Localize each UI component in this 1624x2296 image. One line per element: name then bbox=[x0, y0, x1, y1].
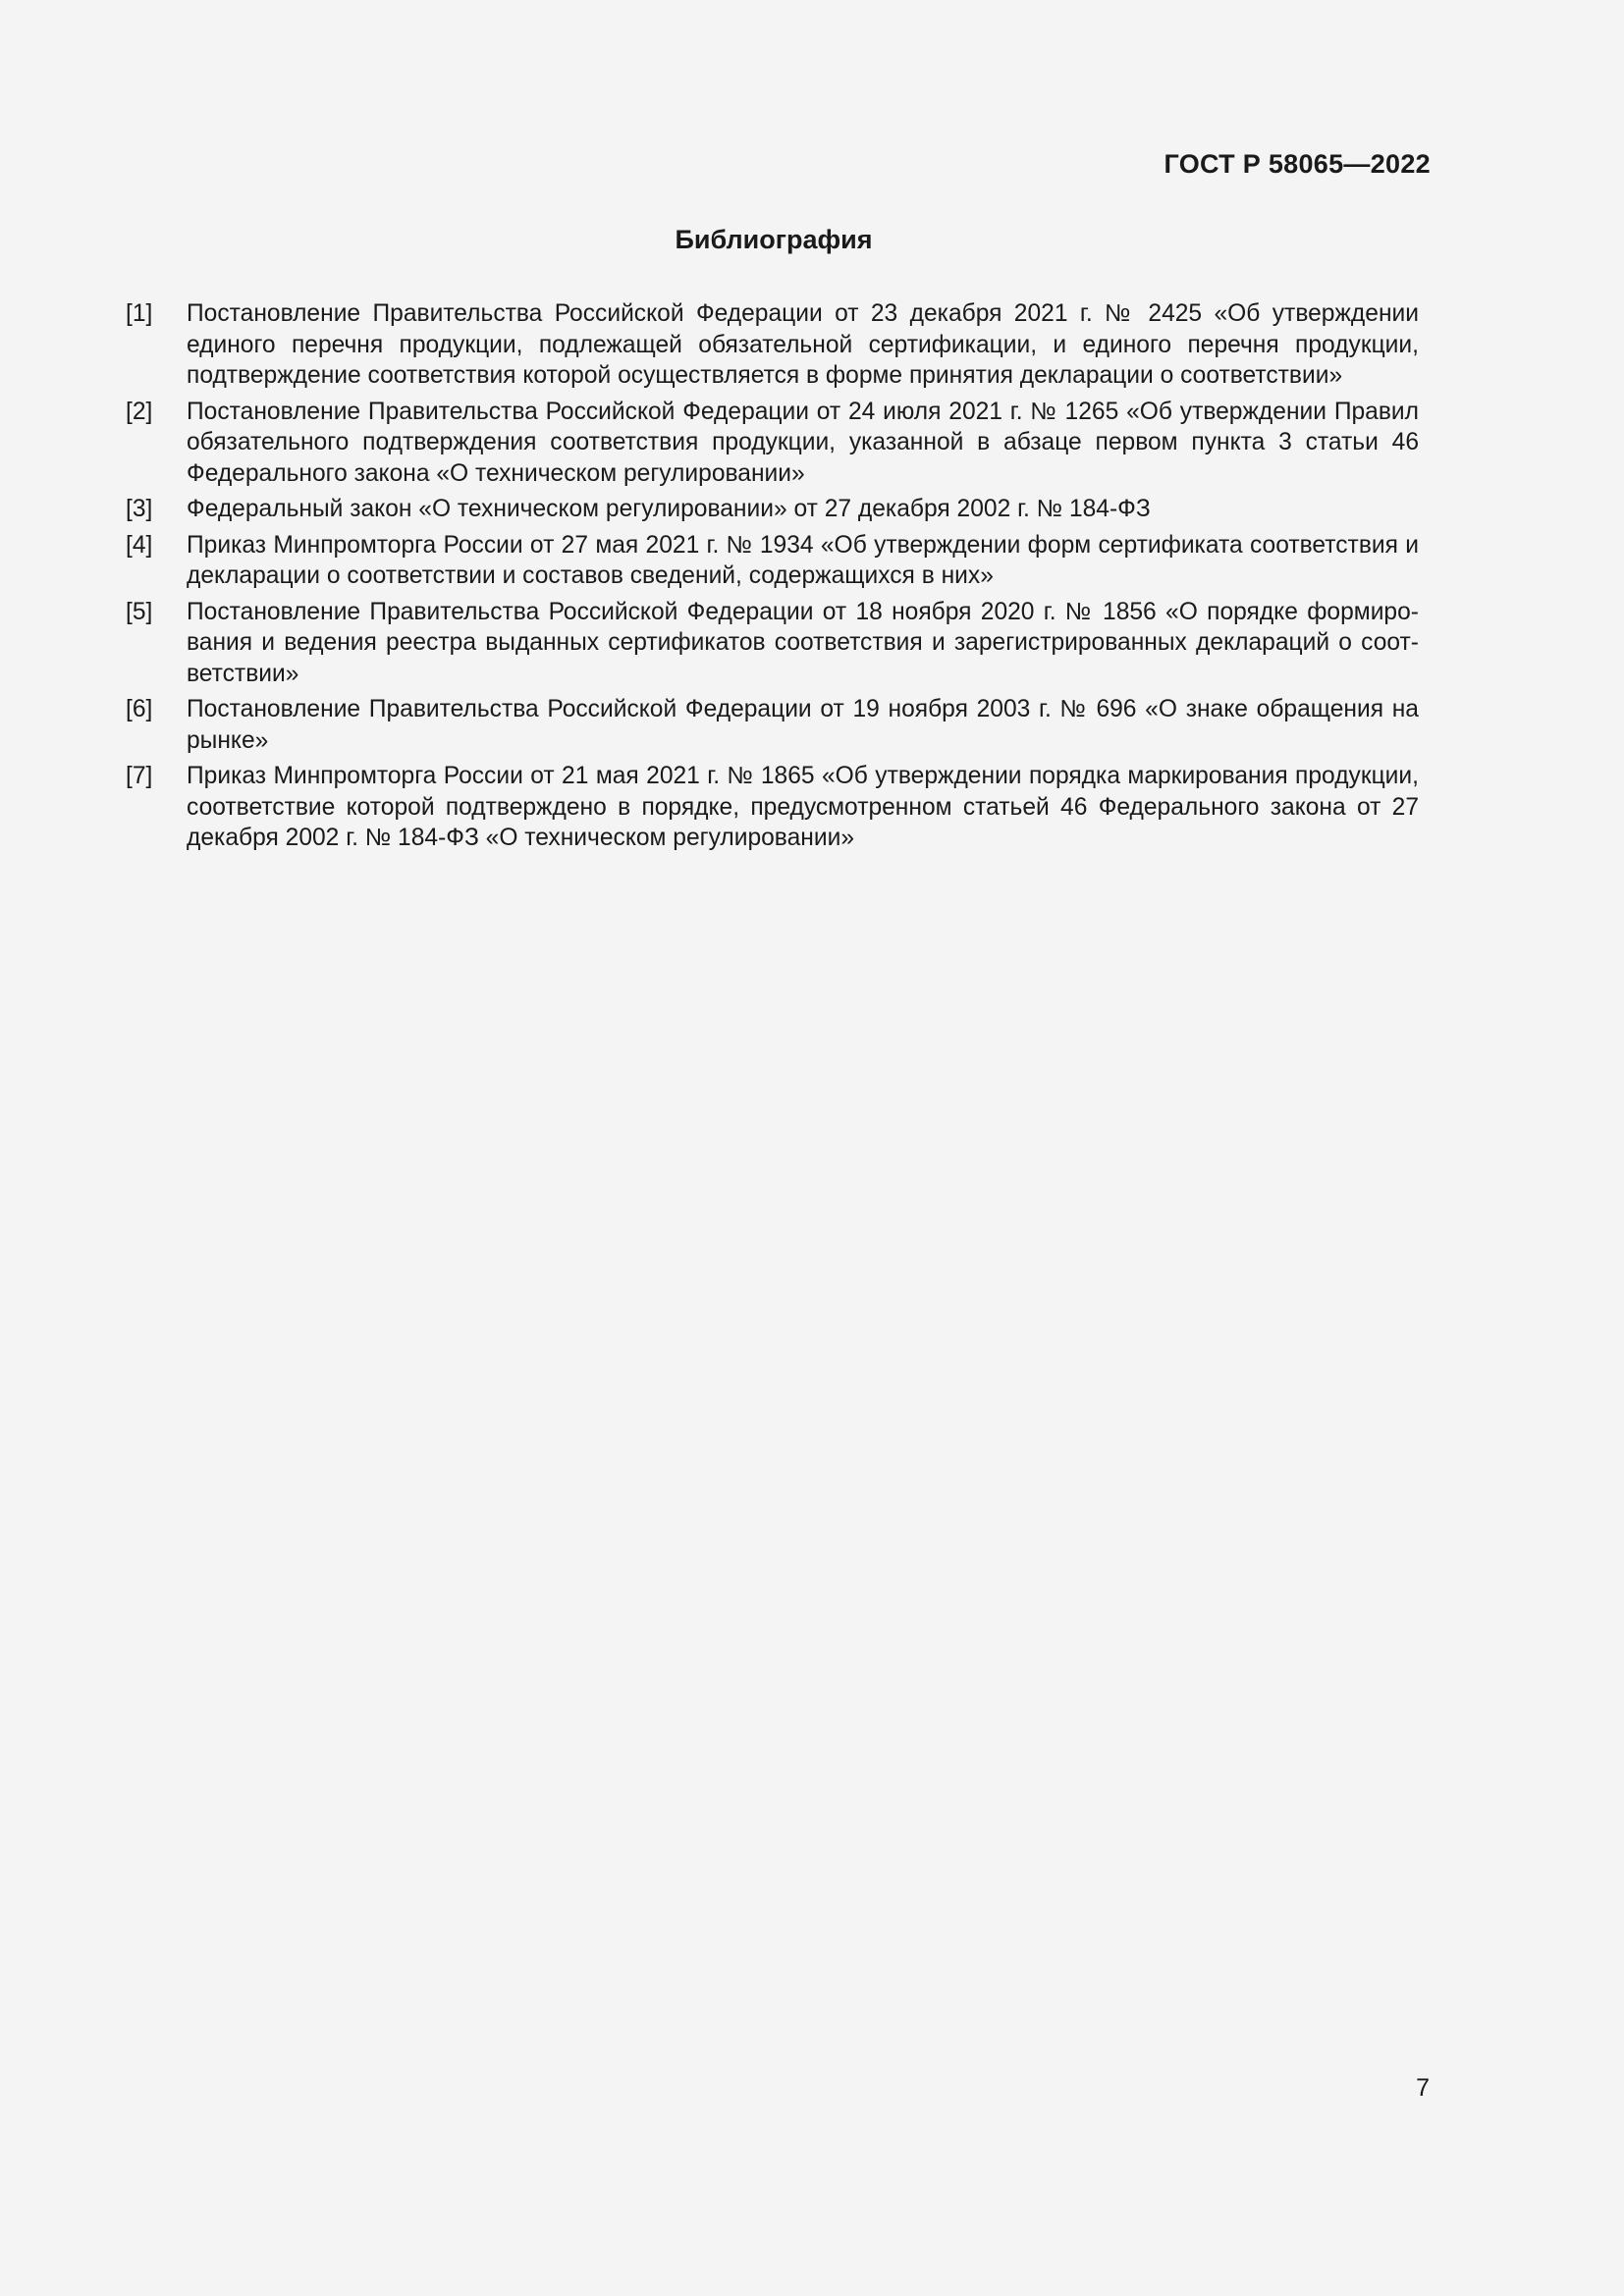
entry-number: [6] bbox=[126, 696, 153, 722]
bibliography-entry bbox=[126, 298, 1419, 392]
entry-text: Постановление Правительства Российской Федерации от 23 декабря 2021 г. № 2425 «Об утверждении единого перечня продукции, подлежащей обязательной сертификации, и единого перечня продукции, подтверждение соответствия которой осуществляется в форме принятия декларации о соответствии» bbox=[187, 300, 1419, 389]
entry-number: [7] bbox=[126, 763, 153, 789]
entry-number: [2] bbox=[126, 398, 153, 425]
entry-text: Постановление Правительства Российской Федерации от 24 июля 2021 г. № 1265 «Об утверждении Правил обязательного подтверждения соответствия продукции, указанной в абзаце первом пункта 3 статьи 46 Федерального закона «О техническом регулировании» bbox=[187, 398, 1419, 487]
entry-text: Приказ Минпромторга России от 21 мая 2021 г. № 1865 «Об утверждении порядка маркирования продукции, соответствие которой подтверждено в порядке, предусмотренном статьей 46 Федерального закона от 27 декабря 2002 г. № 184-ФЗ «О техническом регулировании» bbox=[187, 763, 1419, 851]
entry-number: [4] bbox=[126, 531, 153, 559]
bibliography-entry bbox=[126, 494, 1419, 525]
section-title: Библиография bbox=[675, 225, 873, 254]
bibliography-entry bbox=[126, 597, 1419, 690]
bibliography-entry bbox=[126, 530, 1419, 592]
entry-number: [3] bbox=[126, 496, 153, 522]
entry-text: Приказ Минпромторга России от 27 мая 2021 г. № 1934 «Об утверждении форм сертификата соответствия и декларации о соответствии и составов сведений, содержащихся в них» bbox=[187, 531, 1419, 589]
bibliography-entry bbox=[126, 397, 1419, 490]
entry-text: Федеральный закон «О техническом регулировании» от 27 декабря 2002 г. № 184-ФЗ bbox=[187, 496, 1151, 522]
entry-text: Постановление Правительства Российской Федерации от 19 ноября 2003 г. № 696 «О знаке обращения на рынке» bbox=[187, 696, 1419, 754]
bibliography-entry bbox=[126, 694, 1419, 756]
entry-text: Постановление Правительства Российской Федерации от 18 ноября 2020 г. № 1856 «О порядке формирования и ведения реестра выданных сертификатов соответствия и зарегистрированных деклараций о соответствии» bbox=[187, 598, 1419, 687]
bibliography-entry bbox=[126, 761, 1419, 854]
entry-number: [5] bbox=[126, 598, 153, 625]
page-number: 7 bbox=[1416, 2074, 1430, 2102]
bibliography-list bbox=[126, 298, 1419, 859]
document-code-header: ГОСТ Р 58065—2022 bbox=[1164, 149, 1431, 179]
entry-number: [1] bbox=[126, 300, 153, 327]
